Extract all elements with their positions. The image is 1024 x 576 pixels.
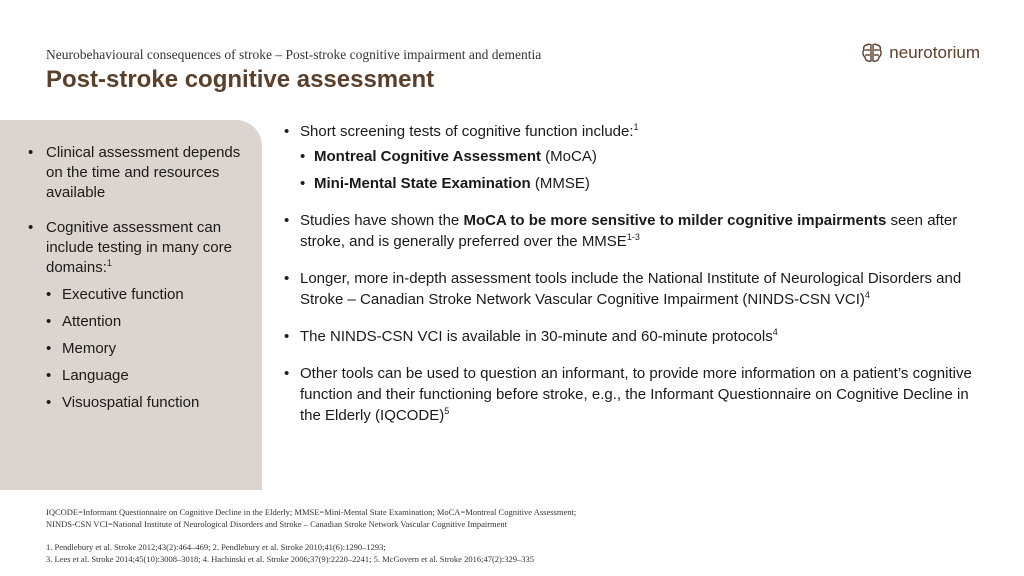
reference-marker: 5 — [444, 406, 450, 416]
domain-item: • Attention — [46, 312, 248, 332]
side-bullet-list — [28, 143, 248, 428]
abbreviations-footnote: IQCODE=Informant Questionnaire on Cognitive Decline in the Elderly; MMSE=Mini-Mental State Examination; MoCA=Montreal Cognitive Assessment; NINDS-CSN VCI=National Institute of Neurological Disorders and Stroke – Canadian Stroke Network Vascular Cognitive Impairment — [46, 507, 577, 529]
slide-subtitle: Neurobehavioural consequences of stroke – Post-stroke cognitive impairment and dementia — [46, 47, 542, 62]
bullet-moca-sensitivity: • Studies have shown the MoCA to be more sensitive to milder cognitive impairments seen after stroke, and is generally preferred over the MMSE$^{1-3}$ — [284, 210, 984, 252]
side-item-domains: • Cognitive assessment can include testing in many core domains:$^1$ • Executive function • Attention • Memory • Language • Visuospatial function — [28, 218, 248, 413]
test-item-moca: • Montreal Cognitive Assessment (MoCA) — [300, 146, 984, 167]
reference-marker: 4 — [864, 290, 870, 300]
brain-grid-logo-icon — [861, 42, 883, 64]
side-item-assessment: • Clinical assessment depends on the time and resources available — [28, 143, 248, 203]
main-bullet-list — [284, 121, 984, 442]
logo-text: neurotorium — [889, 43, 980, 62]
domain-item: • Memory — [46, 339, 248, 359]
domain-item: • Visuospatial function — [46, 393, 248, 413]
reference-marker: 4 — [772, 327, 778, 337]
bullet-protocols: • The NINDS-CSN VCI is available in 30-minute and 60-minute protocols$^4$ — [284, 326, 984, 347]
references-footnote: 1. Pendlebury et al. Stroke 2012;43(2):464–469; 2. Pendlebury et al. Stroke 2010;41(6):1290–1293; 3. Lees et al. Stroke 2014;45(10):3008–3018; 4. Hachinski et al. Stroke 2006;37(9):2220–2241; 5. McGovern et al. Stroke 2016;47(2):329–335 — [46, 542, 534, 564]
domain-list — [46, 285, 248, 413]
logo — [861, 42, 980, 64]
test-item-mmse: • Mini-Mental State Examination (MMSE) — [300, 173, 984, 194]
reference-marker: 1 — [106, 258, 112, 268]
bullet-screening-tests: • Short screening tests of cognitive function include:$^1$ • Montreal Cognitive Assessment (MoCA) • Mini-Mental State Examination (MMSE) — [284, 121, 984, 194]
reference-marker: 1 — [633, 122, 639, 132]
bullet-informant-tools: • Other tools can be used to question an informant, to provide more information on a patient’s cognitive function and their functioning before stroke, e.g., the Informant Questionnaire on Cognitive Decline in the Elderly (IQCODE)$^5$ — [284, 363, 984, 426]
bullet-ninds-csn: • Longer, more in-depth assessment tools include the National Institute of Neurological Disorders and Stroke – Canadian Stroke Network Vascular Cognitive Impairment (NINDS-CSN VCI)$^4$ — [284, 268, 984, 310]
domain-item: • Executive function — [46, 285, 248, 305]
screening-test-list — [300, 146, 984, 194]
domain-item: • Language — [46, 366, 248, 386]
slide-title: Post-stroke cognitive assessment — [46, 66, 435, 93]
reference-marker: 1-3 — [626, 232, 640, 242]
